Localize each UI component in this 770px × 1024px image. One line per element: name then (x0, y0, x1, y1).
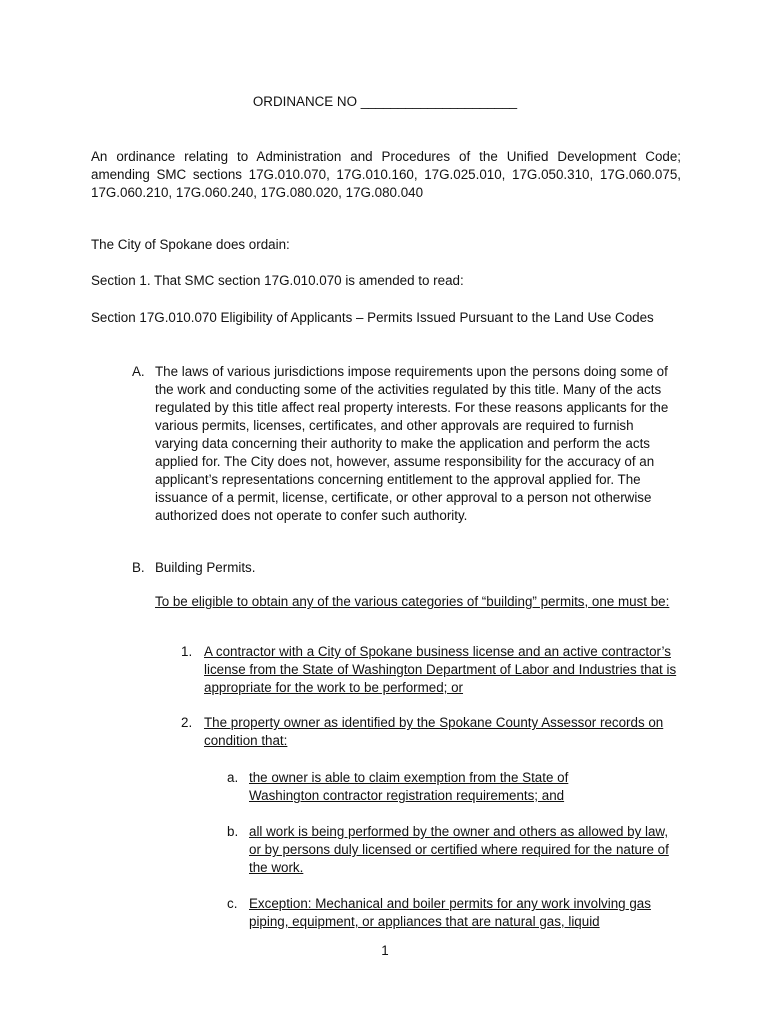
list-item-text: Building Permits. (155, 560, 256, 575)
list-marker: 2. (181, 715, 193, 730)
ordinance-title: ORDINANCE NO _____________________ (252, 94, 518, 109)
list-marker: a. (227, 770, 239, 785)
list-marker: A. (132, 364, 145, 379)
numbered-item-1 (181, 643, 681, 697)
list-item-text: A contractor with a City of Spokane business license and an active contractor’s license from the State of Washington Department of Labor and Industries that is appropriate for the work to be performed; or (204, 644, 677, 695)
eligibility-intro: To be eligible to obtain any of the various categories of “building” permits, one must be: (155, 594, 670, 609)
list-marker: B. (132, 560, 145, 575)
list-item-b (132, 559, 680, 577)
sub-item-c (227, 895, 681, 931)
preamble-paragraph: An ordinance relating to Administration and Procedures of the Unified Development Code; amending SMC sections 17G.010.070, 17G.010.160, 17G.025.010, 17G.050.310, 17G.060.075, 17G.060.210, 17G.060.240, 17G.080.020, 17G.080.040 (91, 149, 681, 200)
list-item-text: The property owner as identified by the Spokane County Assessor records on condition that: (204, 715, 664, 748)
list-item-text: all work is being performed by the owner and others as allowed by law, or by persons duly licensed or certified where required for the nature of the work. (249, 824, 669, 875)
list-item-text: Exception: Mechanical and boiler permits for any work involving gas piping, equipment, or appliances that are natural gas, liquid (249, 896, 651, 929)
sub-item-a (227, 769, 681, 805)
list-item-text: the owner is able to claim exemption from the State of Washington contractor registration requirements; and (249, 770, 569, 803)
list-marker: b. (227, 824, 239, 839)
section-1-statement: Section 1. That SMC section 17G.010.070 is amended to read: (91, 273, 464, 288)
section-heading: Section 17G.010.070 Eligibility of Applicants – Permits Issued Pursuant to the Land Use Codes (91, 310, 654, 325)
list-item-a (132, 363, 680, 525)
list-marker: c. (227, 896, 238, 911)
page-number: 1 (381, 943, 389, 958)
numbered-item-2 (181, 714, 681, 750)
list-item-text: The laws of various jurisdictions impose requirements upon the persons doing some of the work and conducting some of the activities regulated by this title. Many of the acts regulated by this title affect real property interests. For these reasons applicants for the various permits, licenses, certificates, and other approvals are required to furnish varying data concerning their authority to make the application and perform the acts applied for. The City does not, however, assume responsibility for the accuracy of an applicant’s representations concerning entitlement to the approval applied for. The issuance of a permit, license, certificate, or other approval to a person not otherwise authorized does not operate to confer such authority. (155, 364, 669, 523)
list-marker: 1. (181, 644, 193, 659)
sub-item-b (227, 823, 681, 877)
ordain-statement: The City of Spokane does ordain: (91, 237, 290, 252)
